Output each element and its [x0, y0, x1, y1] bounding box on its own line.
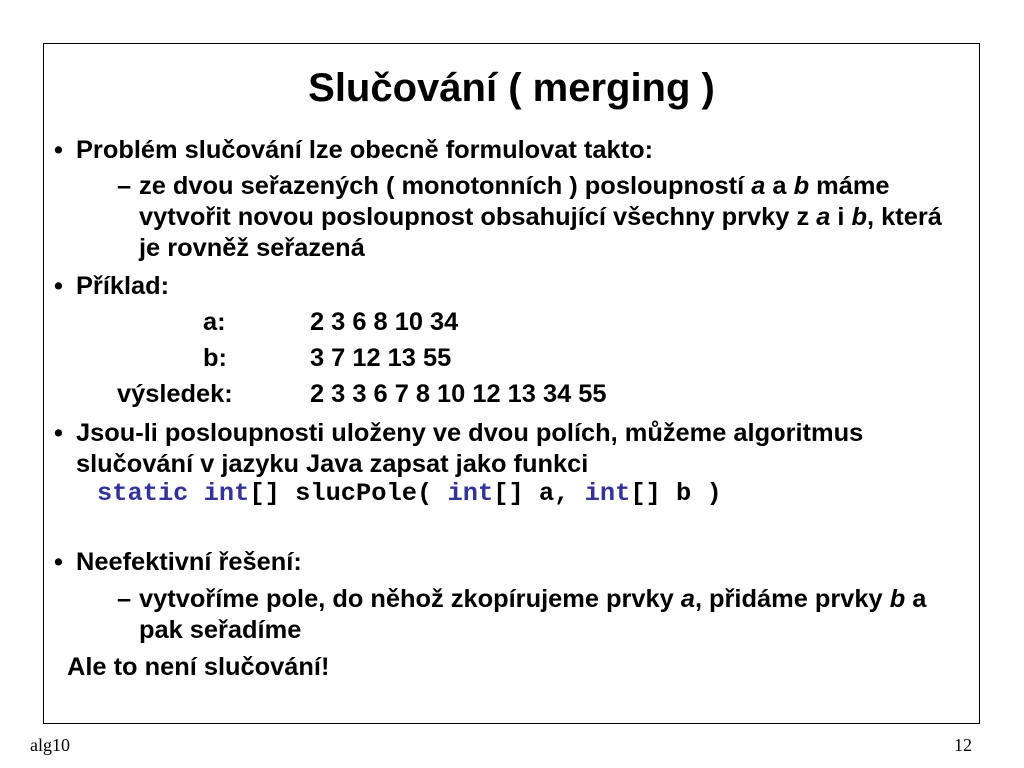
- example-values: 3 7 12 13 55: [310, 344, 452, 372]
- code-text: [188, 479, 203, 508]
- code-text: [] slucPole(: [249, 479, 448, 508]
- text-segment: je rovněž seřazená: [139, 234, 365, 262]
- variable-b: b: [851, 203, 868, 231]
- inefficient-detail-line: [139, 615, 301, 645]
- text-segment: vytvořit novou posloupnost obsahující všechny prvky z: [139, 203, 817, 231]
- text-segment: vytvoříme pole, do něhož zkopírujeme prvky: [139, 585, 681, 613]
- code-text: [] a,: [493, 479, 585, 508]
- text-segment: i: [830, 203, 852, 231]
- variable-a: a: [816, 203, 831, 231]
- text-segment: ze dvou seřazených ( monotonních ) posloupností: [139, 172, 752, 200]
- dash-icon: –: [117, 585, 132, 613]
- text-segment: a: [765, 172, 794, 200]
- variable-b: b: [793, 172, 810, 200]
- problem-detail-line: [139, 202, 942, 232]
- variable-b: b: [889, 585, 906, 613]
- java-text-line: Jsou-li posloupnosti uloženy ve dvou polích, můžeme algoritmus: [76, 419, 864, 447]
- footer-label: alg10: [30, 735, 70, 755]
- inefficient-detail-line: [139, 584, 926, 614]
- dash-icon: –: [117, 172, 132, 200]
- text-segment: , která: [867, 203, 942, 231]
- code-keyword: int: [584, 479, 631, 508]
- slide-number: 12: [954, 735, 972, 755]
- text-segment: , přidáme prvky: [694, 585, 890, 613]
- slide-title: Slučování ( merging ): [308, 66, 715, 110]
- text-segment: a: [905, 585, 927, 613]
- code-keyword: int: [447, 479, 494, 508]
- bullet-icon: •: [54, 419, 63, 447]
- code-keyword: int: [203, 479, 250, 508]
- variable-a: a: [751, 172, 766, 200]
- text-segment: máme: [809, 172, 890, 200]
- problem-statement: Problém slučování lze obecně formulovat takto:: [76, 136, 654, 164]
- conclusion-text: Ale to není slučování!: [67, 653, 330, 681]
- code-signature: [97, 479, 722, 509]
- inefficient-heading: Neefektivní řešení:: [76, 548, 302, 576]
- bullet-icon: •: [54, 272, 63, 300]
- example-heading: Příklad:: [76, 272, 170, 300]
- example-label: a:: [203, 308, 226, 336]
- variable-a: a: [680, 585, 695, 613]
- example-values: 2 3 3 6 7 8 10 12 13 34 55: [310, 380, 607, 408]
- code-keyword: static: [97, 479, 189, 508]
- problem-detail-line: [139, 171, 890, 201]
- code-text: [] b ): [630, 479, 722, 508]
- java-text-line: slučování v jazyku Java zapsat jako funkci: [76, 450, 589, 478]
- bullet-icon: •: [54, 136, 63, 164]
- example-label: b:: [203, 344, 227, 372]
- bullet-icon: •: [54, 548, 63, 576]
- text-segment: pak seřadíme: [139, 616, 302, 644]
- example-label: výsledek:: [117, 380, 233, 408]
- example-values: 2 3 6 8 10 34: [310, 308, 459, 336]
- problem-detail-line: [139, 233, 365, 263]
